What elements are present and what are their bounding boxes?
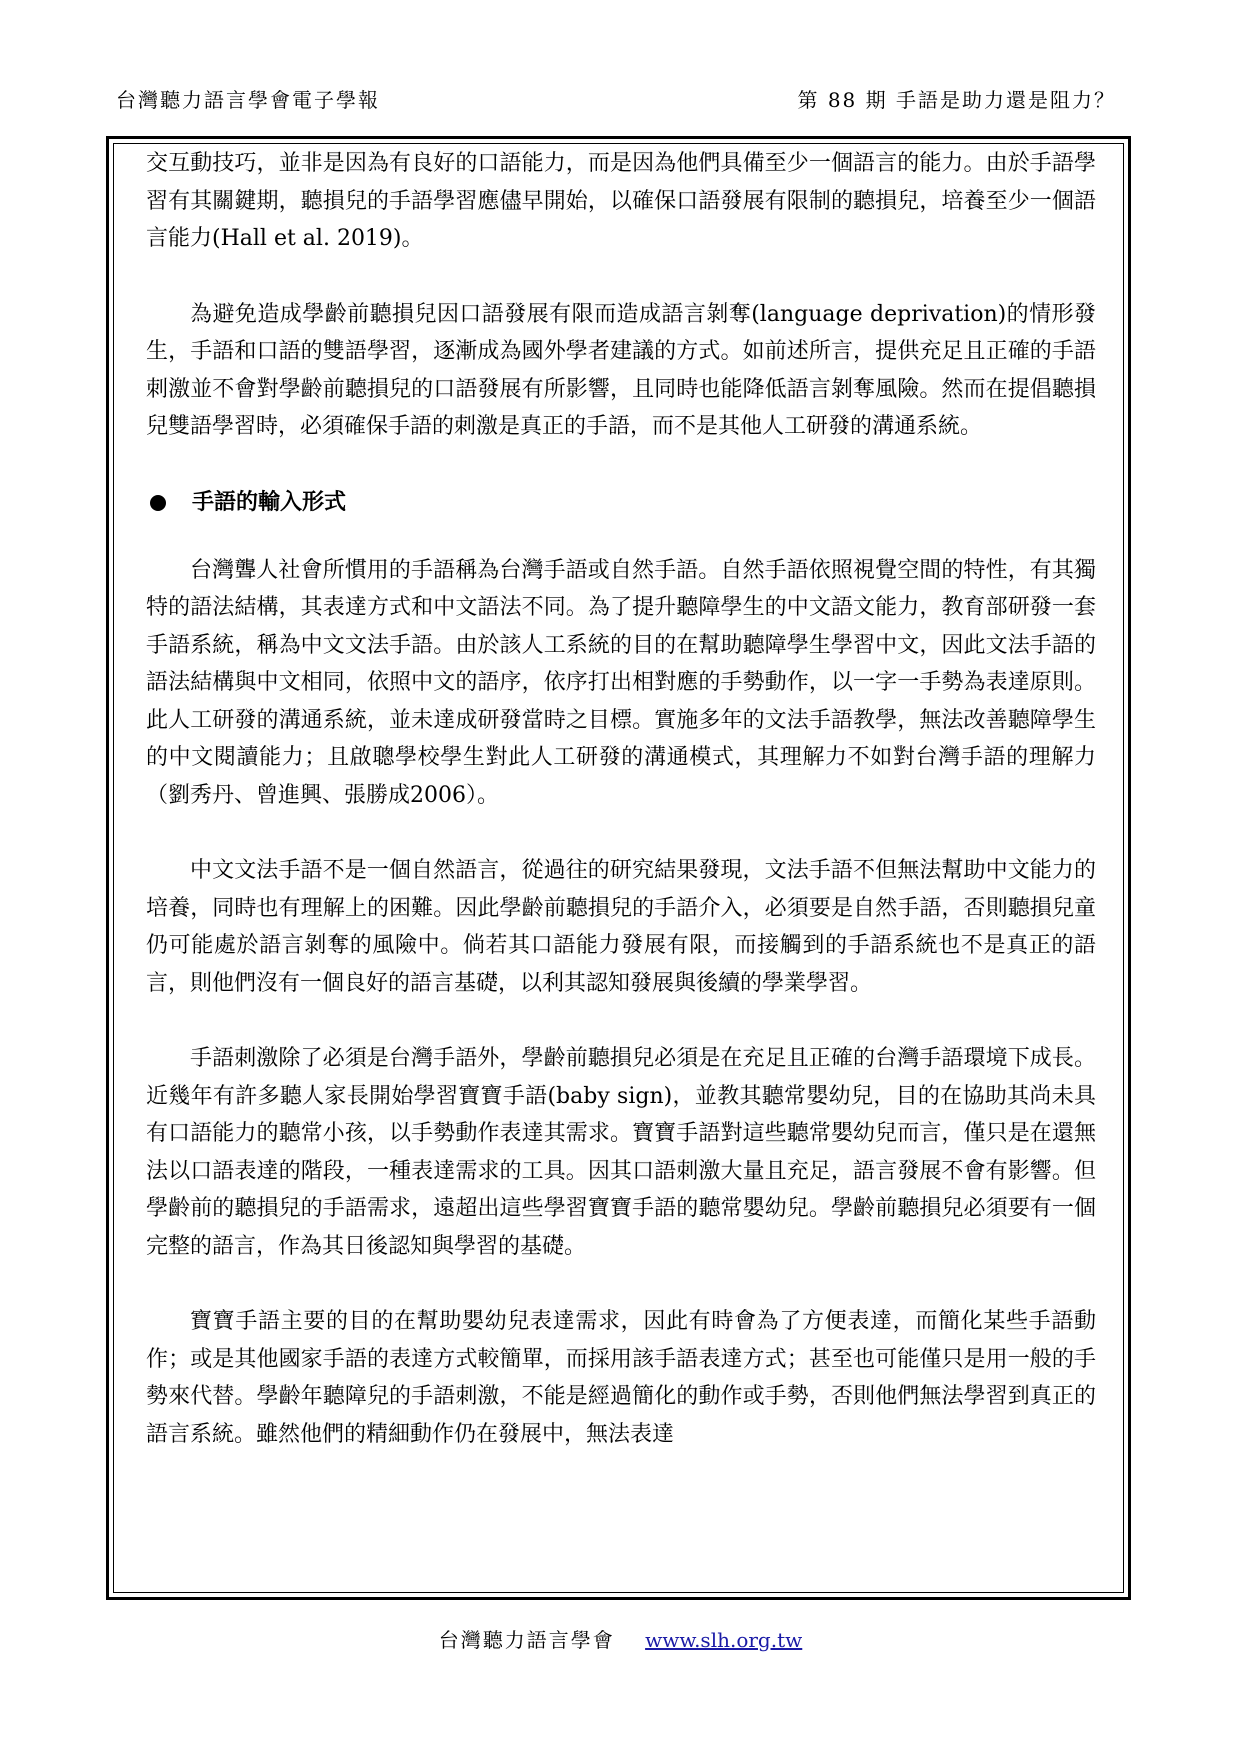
footer-website-link[interactable]: www.slh.org.tw [645,1628,803,1652]
paragraph-4: 中文文法手語不是一個自然語言，從過往的研究結果發現，文法手語不但無法幫助中文能力的培養，同時也有理解上的困難。因此學齡前聽損兒的手語介入，必須要是自然手語，否則聽損兒童仍可能處於語言剝奪的風險中。倘若其口語能力發展有限，而接觸到的手語系統也不是真正的語言，則他們沒有一個良好的語言基礎，以利其認知發展與後續的學業學習。 [146,858,1096,996]
article-body [146,145,1096,1453]
paragraph-5: 手語刺激除了必須是台灣手語外，學齡前聽損兒必須是在充足且正確的台灣手語環境下成長。近幾年有許多聽人家長開始學習寶寶手語(baby sign)，並教其聽常嬰幼兒，目的在協助其尚未具有口語能力的聽常小孩，以手勢動作表達其需求。寶寶手語對這些聽常嬰幼兒而言，僅只是在還無法以口語表達的階段，一種表達需求的工具。因其口語刺激大量且充足，語言發展不會有影響。但學齡前的聽損兒的手語需求，遠超出這些學習寶寶手語的聽常嬰幼兒。學齡前聽損兒必須要有一個完整的語言，作為其日後認知與學習的基礎。 [146,1046,1096,1259]
page-header [116,84,1116,118]
paragraph-3: 台灣聾人社會所慣用的手語稱為台灣手語或自然手語。自然手語依照視覺空間的特性，有其獨特的語法結構，其表達方式和中文語法不同。為了提升聽障學生的中文語文能力，教育部研發一套手語系統，稱為中文文法手語。由於該人工系統的目的在幫助聽障學生學習中文，因此文法手語的語法結構與中文相同，依照中文的語序，依序打出相對應的手勢動作，以一字一手勢為表達原則。此人工研發的溝通系統，並未達成研發當時之目標。實施多年的文法手語教學，無法改善聽障學生的中文閱讀能力；且啟聰學校學生對此人工研發的溝通模式，其理解力不如對台灣手語的理解力（劉秀丹、曾進興、張勝成2006）。 [146,557,1096,808]
paragraph-2: 為避免造成學齡前聽損兒因口語發展有限而造成語言剝奪(language deprivation)的情形發生，手語和口語的雙語學習，逐漸成為國外學者建議的方式。如前述所言，提供充足且正確的手語刺激並不會對學齡前聽損兒的口語發展有所影響，且同時也能降低語言剝奪風險。然而在提倡聽損兒雙語學習時，必須確保手語的刺激是真正的手語，而不是其他人工研發的溝通系統。 [146,301,1096,439]
footer-org-name: 台灣聽力語言學會 [438,1628,615,1652]
page-footer [0,1624,1241,1653]
section-heading-text: 手語的輸入形式 [192,488,347,515]
bullet-icon [150,495,166,511]
issue-title: 第 88 期 手語是助力還是阻力？ [797,88,1116,112]
section-heading [146,484,1096,522]
paragraph-6: 寶寶手語主要的目的在幫助嬰幼兒表達需求，因此有時會為了方便表達，而簡化某些手語動作；或是其他國家手語的表達方式較簡單，而採用該手語表達方式；甚至也可能僅只是用一般的手勢來代替。學齡年聽障兒的手語刺激，不能是經過簡化的動作或手勢，否則他們無法學習到真正的語言系統。雖然他們的精細動作仍在發展中，無法表達 [146,1309,1096,1447]
journal-title: 台灣聽力語言學會電子學報 [116,88,380,112]
paragraph-1: 交互動技巧，並非是因為有良好的口語能力，而是因為他們具備至少一個語言的能力。由於手語學習有其關鍵期，聽損兒的手語學習應儘早開始，以確保口語發展有限制的聽損兒，培養至少一個語言能力(Hall et al. 2019)。 [146,151,1096,251]
